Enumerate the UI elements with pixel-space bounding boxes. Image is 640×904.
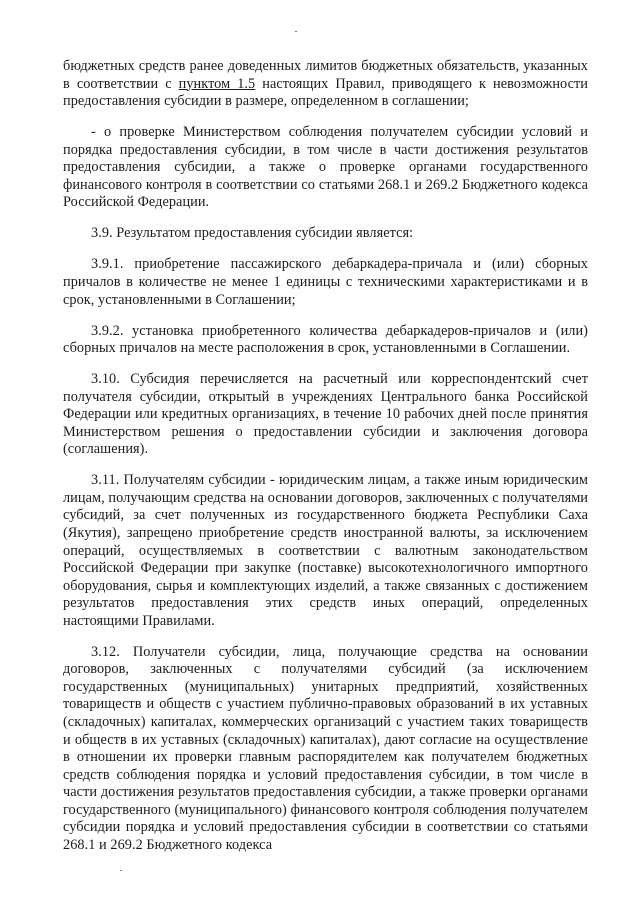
paragraph-3-12: 3.12. Получатели субсидии, лица, получающие средства на основании договоров, заключенных с получателями субсидий (за исключением государственных (муниципальных) унитарных предприятий, хозяйственных товариществ и обществ с участием публично-правовых образований в их уставных (складочных) капиталах, коммерческих организаций с участием таких товариществ и обществ в их уставных (складочных) капиталах), дают согласие на осуществление в отношении их проверки главным распорядителем как получателем бюджетных средств соблюдения порядка и условий предоставления субсидии, в том числе в части достижения результатов предоставления субсидии, а также проверки органами государственного (муниципального) финансового контроля соблюдения получателем субсидии порядка и условий предоставления субсидии в соответствии со статьями 268.1 и 269.2 Бюджетного кодекса (63, 643, 588, 853)
paragraph-3-9: 3.9. Результатом предоставления субсидии является: (91, 225, 414, 242)
paragraph-verification-clause: - о проверке Министерством соблюдения получателем субсидии условий и порядка предоставления субсидии, в том числе в части достижения результатов предоставления субсидии, а также о проверке органами государственного финансового контроля в соответствии со статьями 268.1 и 269.2 Бюджетного кодекса Российской Федерации. (63, 124, 588, 211)
clause-reference-link[interactable]: пунктом 1.5 (178, 75, 256, 92)
paragraph-continuation: бюджетных средств ранее доведенных лимитов бюджетных обязательств, указанных в соответствии с пунктом 1.5 настоящих Правил, приводящего к невозможности предоставления субсидии в размере, определенном в соглашении; (63, 58, 589, 110)
scan-speck (120, 870, 122, 871)
paragraph-3-11: 3.11. Получателям субсидии - юридическим лицам, а также иным юридическим лицам, получающим средства на основании договоров, заключенных с получателями субсидий, за счет полученных из государственного бюджета Республики Саха (Якутия), запрещено приобретение средств иностранной валюты, за исключением операций, осуществляемых в соответствии с валютным законодательством Российской Федерации при закупке (поставке) высокотехнологичного импортного оборудования, сырья и комплектующих изделий, а также связанных с достижением результатов предоставления этих средств иных операций, определенных настоящими Правилами. (63, 472, 588, 629)
paragraph-3-9-2: 3.9.2. установка приобретенного количества дебаркадеров-причалов и (или) сборных причалов на месте расположения в срок, установленными в Соглашении. (63, 322, 588, 357)
paragraph-3-10: 3.10. Субсидия перечисляется на расчетный или корреспондентский счет получателя субсидии, открытый в учреждениях Центрального банка Российской Федерации или кредитных организациях, в течение 10 рабочих дней после принятия Министерством решения о предоставлении субсидии и заключения договора (соглашения). (63, 371, 588, 458)
document-body (63, 58, 588, 868)
paragraph-3-9-1: 3.9.1. приобретение пассажирского дебаркадера-причала и (или) сборных причалов в количестве не менее 1 единицы с техническими характеристиками и в срок, установленными в Соглашении; (63, 256, 588, 308)
scan-speck (295, 31, 297, 32)
